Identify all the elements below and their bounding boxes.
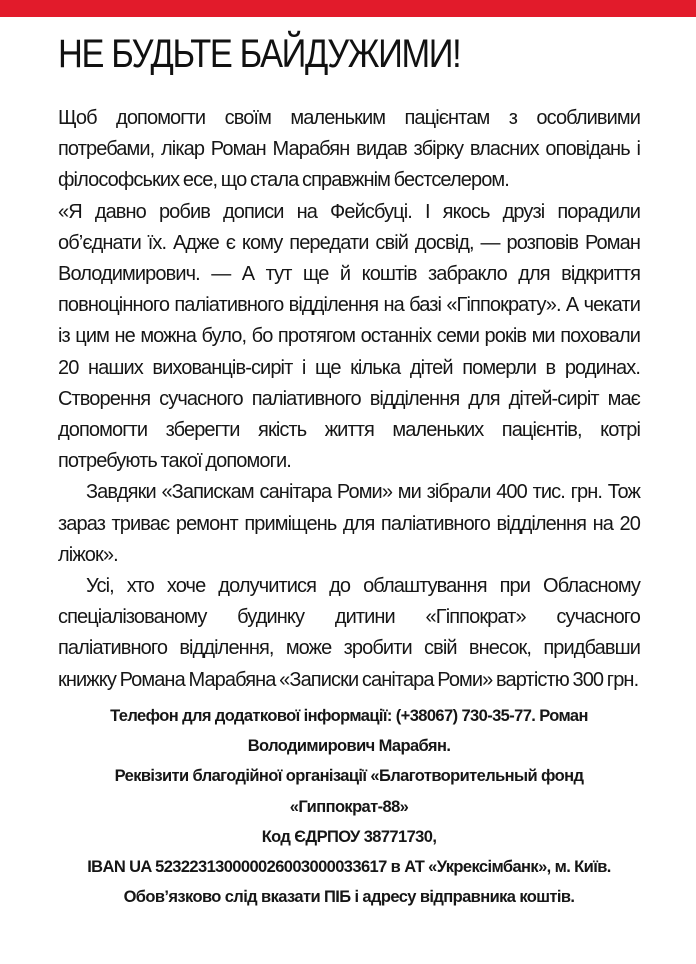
iban-line: IBAN UA 523223130000026003000033617 в АТ «Укрексімбанк», м. Київ. bbox=[87, 858, 611, 877]
paragraph-funds: Завдяки «Запискам санітара Роми» ми зібрали 400 тис. грн. Тож зараз триває ремонт приміщень для паліативного відділення на 20 ліжок». bbox=[58, 481, 640, 566]
article-body bbox=[58, 103, 640, 696]
paragraph-intro: Щоб допомогти своїм маленьким пацієнтам з особливими потребами, лікар Роман Марабян видав збірку власних оповідань і філософських есе, що стала справжнім бестселером. bbox=[58, 107, 640, 192]
paragraph-quote: «Я давно робив дописи на Фейсбуці. І якось друзі порадили об’єднати їх. Адже є кому передати свій досвід, — розповів Роман Володимирович. — А тут ще й коштів забракло для відкриття повноцінного паліативного відділення на базі «Гіппократу». А чекати із цим не можна було, бо протягом останніх семи років ми поховали 20 наших вихованців-сиріт і ще кілька дітей померли в родинах. Створення сучасного паліативного відділення для дітей-сиріт має допомогти зберегти якість життя маленьких пацієнтів, котрі потребують такої допомоги. bbox=[58, 200, 640, 473]
top-accent-bar bbox=[0, 0, 696, 17]
paragraph-call-to-action: Усі, хто хоче долучитися до облаштування при Обласному спеціалізованому будинку дитини «Гіппократ» сучасного паліативного відділення, може зробити свій внесок, придбавши книжку Романа Марабяна «Записки санітара Роми» вартістю 300 грн. bbox=[58, 575, 640, 691]
contact-info-block bbox=[58, 701, 640, 912]
phone-line: Телефон для додаткової інформації: (+38067) 730-35-77. Роман Володимирович Марабян. bbox=[110, 707, 588, 756]
requisites-line: Реквізити благодійної організації «Благотворительный фонд «Гиппократ-88» bbox=[114, 767, 584, 816]
edrpou-line: Код ЄДРПОУ 38771730, bbox=[261, 827, 437, 846]
page-title: НЕ БУДЬТЕ БАЙДУЖИМИ! bbox=[58, 32, 461, 76]
sender-note-line: Обов’язково слід вказати ПІБ і адресу відправника коштів. bbox=[123, 888, 575, 907]
